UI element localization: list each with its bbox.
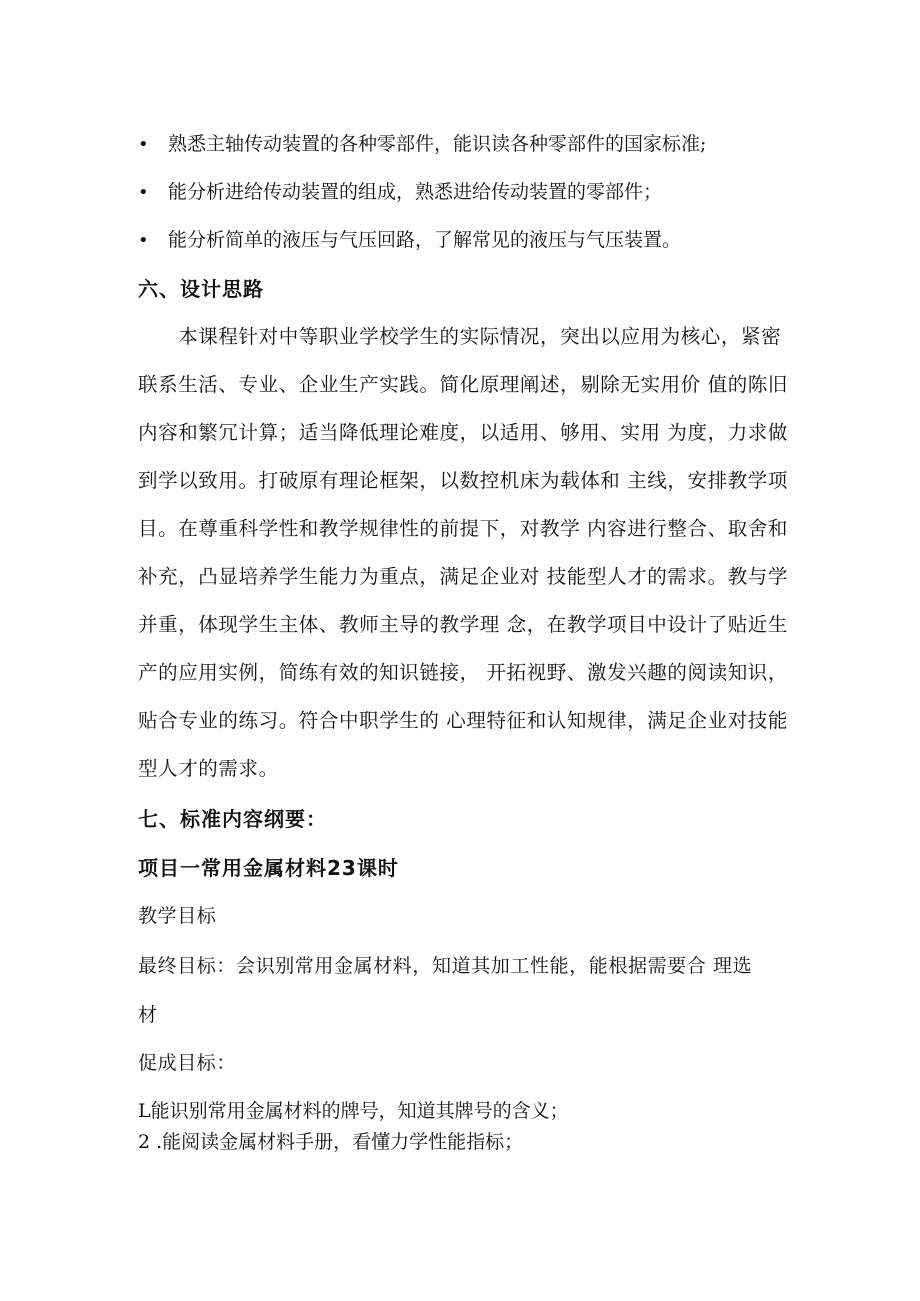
paragraph-line: 并重，体现学生主体、教师主导的教学理 念，在教学项目中设计了贴近生 [138,613,788,636]
bullet-item [138,132,818,157]
bullet-item [138,228,818,253]
bullet-text: 熟悉主轴传动装置的各种零部件，能识读各种零部件的国家标准; [168,133,707,155]
bullet-text: 能分析进给传动装置的组成，熟悉进给传动装置的零部件； [168,181,663,203]
bullet-item [138,180,818,205]
bullet-icon: • [138,230,149,251]
paragraph-line: 联系生活、专业、企业生产实践。简化原理阐述，剔除无实用价 值的陈旧 [138,373,788,396]
promote-goal-heading: 促成目标： [138,1052,237,1074]
paragraph-line: 产的应用实例，简练有效的知识链接， 开拓视野、激发兴趣的阅读知识， [138,661,788,684]
paragraph-line: 型人才的需求。 [138,757,279,780]
bullet-icon: • [138,134,149,155]
goal-item: L能识别常用金属材料的牌号，知道其牌号的含义； [138,1100,569,1122]
bullet-icon: • [138,182,149,203]
goal-item: 2 .能阅读金属材料手册，看懂力学性能指标； [138,1131,524,1153]
paragraph-line: 内容和繁冗计算；适当降低理论难度，以适用、够用、实用 为度，力求做 [138,421,788,444]
paragraph-line: 目。在尊重科学性和教学规律性的前提下，对教学 内容进行整合、取舍和 [138,517,788,540]
project-title: 项目一常用金属材料23课时 [138,856,399,880]
paragraph-line: 贴合专业的练习。符合中职学生的 心理特征和认知规律，满足企业对技能 [138,709,788,732]
objectives-heading: 教学目标 [138,905,217,927]
final-goal-line: 材 [138,1004,158,1026]
final-goal-line: 最终目标：会识别常用金属材料，知道其加工性能，能根据需要合 理选 [138,955,753,977]
section-heading-outline: 七、标准内容纲要： [138,807,327,831]
paragraph-line: 到学以致用。打破原有理论框架，以数控机床为载体和 主线，安排教学项 [138,469,788,492]
paragraph-line: 补充，凸显培养学生能力为重点，满足企业对 技能型人才的需求。教与学 [138,565,788,588]
section-heading-design: 六、设计思路 [138,277,264,301]
paragraph-line: 本课程针对中等职业学校学生的实际情况，突出以应用为核心，紧密 [138,325,782,348]
bullet-text: 能分析简单的液压与气压回路，了解常见的液压与气压装置。 [168,229,682,251]
